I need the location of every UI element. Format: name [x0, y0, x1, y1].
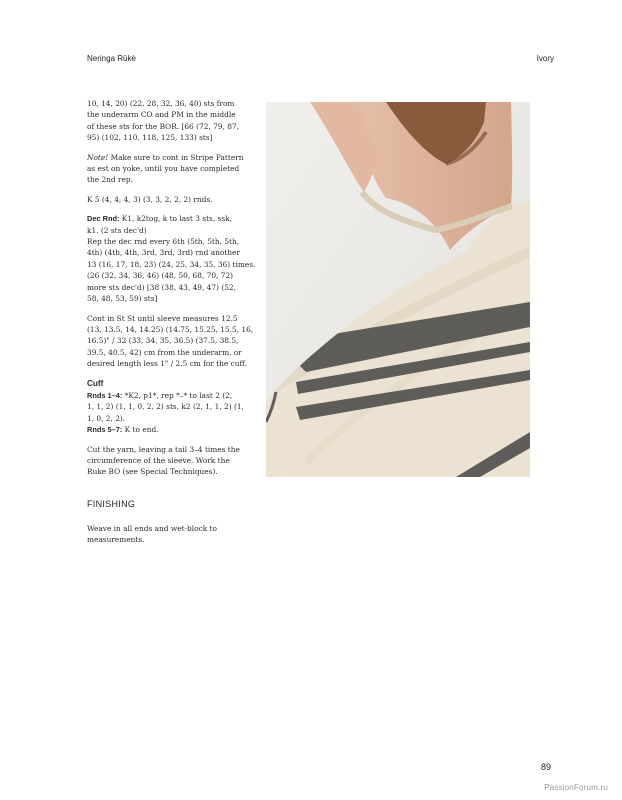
paragraph-pickup: [87, 98, 237, 144]
paragraph-dec-rnd: [87, 213, 256, 304]
text-line: the underarm CO and PM in the middle: [87, 110, 236, 120]
text-line: the 2nd rep.: [87, 175, 133, 185]
cuff-rnds-1-4-label: Rnds 1–4:: [87, 390, 123, 400]
text-line: desired length less 1" / 2.5 cm for the cuff.: [87, 359, 247, 369]
text-line: 1, 0, 2, 2).: [87, 413, 126, 423]
text-line: 16.5)" / 32 (33, 34, 35, 36.5) (37.5, 38.5,: [87, 336, 239, 346]
note-label: Note!: [87, 152, 109, 162]
paragraph-knit-rounds: [87, 194, 237, 205]
text-line: 13 (16, 17, 18, 23) (24, 25, 34, 35, 36) times.: [87, 259, 256, 269]
sweater-photo: [266, 102, 530, 477]
text-line: Ruke BO (see Special Techniques).: [87, 467, 218, 477]
text-line: of these sts for the BOR. [66 (72, 79, 87,: [87, 121, 239, 131]
text-line: *K2, p1*, rep *–* to last 2 (2,: [122, 390, 233, 400]
text-line: Make sure to cont in Stripe Pattern: [108, 152, 244, 162]
header-author: Neringa Rūkė: [87, 54, 136, 63]
text-line: (13, 13.5, 14, 14.25) (14.75, 15.25, 15.5, 16,: [87, 324, 254, 334]
text-line: 58, 48, 53, 59) sts]: [87, 294, 158, 304]
text-line: Cut the yarn, leaving a tail 3–4 times the: [87, 444, 240, 454]
sweater-photo-illustration: [266, 102, 530, 477]
text-line: 10, 14, 20) (22, 28, 32, 36, 40) sts from: [87, 99, 235, 108]
text-line: Cont in St St until sleeve measures 12.5: [87, 313, 238, 323]
text-line: k1. (2 sts dec'd): [87, 225, 147, 235]
page-number: 89: [541, 762, 552, 772]
paragraph-finishing: [87, 523, 237, 546]
paragraph-bind-off: [87, 444, 240, 478]
cuff-heading: Cuff: [87, 378, 104, 388]
text-line: (26 (32, 34, 36, 46) (48, 50, 68, 70, 72): [87, 271, 234, 281]
text-line: as est on yoke, until you have completed: [87, 164, 240, 174]
text-line: more sts dec'd) [38 (38, 43, 49, 47) (52,: [87, 282, 236, 292]
text-line: 4th) (4th, 4th, 3rd, 3rd, 3rd) rnd another: [87, 248, 240, 258]
text-line: Rep the dec rnd every 6th (5th, 5th, 5th,: [87, 237, 240, 247]
text-line: measurements.: [87, 535, 145, 545]
text-line: Weave in all ends and wet-block to: [87, 523, 217, 533]
text-line: circumference of the sleeve. Work the: [87, 455, 230, 465]
cuff-rnds-5-7-label: Rnds 5–7:: [87, 425, 123, 435]
dec-rnd-label: Dec Rnd:: [87, 214, 120, 224]
header-title: Ivory: [536, 54, 554, 63]
text-line: K to end.: [122, 425, 159, 435]
paragraph-note: [87, 152, 244, 186]
watermark: PassionForum.ru: [544, 783, 608, 792]
pattern-text-column: [87, 98, 256, 554]
text-line: 1, 1, 2) (1, 1, 0, 2, 2) sts, k2 (2, 1, 1, 2) (1,: [87, 402, 244, 412]
paragraph-sleeve-length: [87, 313, 254, 370]
text-line: 39.5, 40.5, 42) cm from the underarm, or: [87, 347, 242, 357]
text-line: K 5 (4, 4, 4, 3) (3, 3, 2, 2, 2) rnds.: [87, 194, 213, 204]
text-line: K1, k2tog, k to last 3 sts, ssk,: [119, 214, 232, 224]
text-line: 95) (102, 110, 118, 125, 133) sts]: [87, 133, 213, 143]
finishing-heading: FINISHING: [87, 498, 136, 509]
paragraph-cuff: [87, 378, 244, 436]
